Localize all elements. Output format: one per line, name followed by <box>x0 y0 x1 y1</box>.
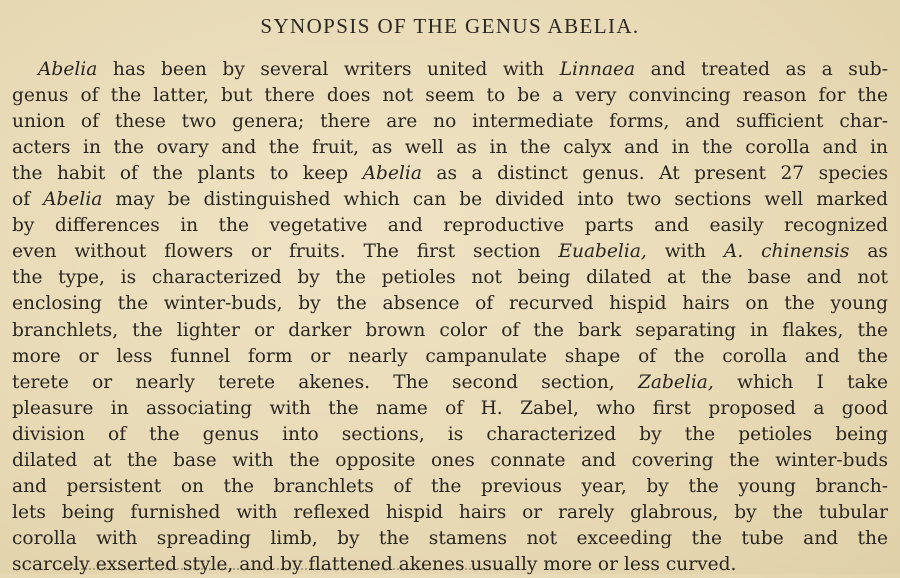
text-line <box>12 291 888 317</box>
text-line <box>12 135 888 161</box>
text-line <box>12 344 888 370</box>
text-run: lets being furnished with reflexed hispid hairs or rarely glabrous, by the tubular <box>12 501 888 523</box>
text-line <box>38 57 888 83</box>
text-line <box>12 474 888 500</box>
text-run: may be distinguished which can be divided into two sections well marked <box>102 189 888 211</box>
text-run: acters in the ovary and the fruit, as well as in the calyx and in the corolla and in <box>12 137 888 159</box>
text-run: pleasure in associating with the name of H. Zabel, who first proposed a good <box>12 397 888 419</box>
text-run: the habit of the plants to keep <box>12 163 363 185</box>
text-run: branchlets, the lighter or darker brown color of the bark separating in flakes, the <box>12 319 888 341</box>
text-line <box>12 396 888 422</box>
text-run: the type, is characterized by the petioles not being dilated at the base and not <box>12 267 888 289</box>
italic-term: A. chinensis <box>723 241 850 263</box>
text-line <box>12 109 888 135</box>
text-line <box>12 265 888 291</box>
next-line-fragment <box>54 568 514 578</box>
italic-term: Linnaea <box>559 59 636 80</box>
text-run: more or less funnel form or nearly campanulate shape of the corolla and the <box>12 345 888 367</box>
text-run: genus of the latter, but there does not seem to be a very convincing reason for the <box>12 85 888 107</box>
text-run: with <box>646 241 724 263</box>
text-run: scarcely exserted style, and by flattened akenes usually more or less curved. <box>12 553 737 575</box>
text-run: division of the genus into sections, is characterized by the petioles being <box>12 423 888 445</box>
italic-term: Zabelia, <box>637 371 714 393</box>
text-run: even without flowers or fruits. The first section <box>12 241 559 263</box>
text-line <box>12 239 888 265</box>
italic-term: Euabelia, <box>558 241 647 263</box>
italic-term: Abelia <box>43 189 103 211</box>
text-run: as <box>849 241 888 263</box>
text-run: corolla with spreading limb, by the stamens not exceeding the tube and the <box>12 527 888 549</box>
text-run: union of these two genera; there are no intermediate forms, and sufficient char- <box>12 111 888 133</box>
text-run: which I take <box>713 371 888 393</box>
text-run: of <box>12 189 44 211</box>
text-run: terete or nearly terete akenes. The second section, <box>12 371 638 393</box>
section-heading: SYNOPSIS OF THE GENUS ABELIA. <box>260 14 640 38</box>
text-line <box>12 370 888 396</box>
italic-term: Abelia <box>38 59 98 80</box>
text-line <box>12 422 888 448</box>
text-run: and treated as a sub- <box>635 59 888 80</box>
text-line <box>12 448 888 474</box>
text-line <box>12 187 888 213</box>
text-line <box>12 83 888 109</box>
text-line <box>12 213 888 239</box>
text-run: dilated at the base with the opposite ones connate and covering the winter-buds <box>12 449 888 471</box>
text-run: by differences in the vegetative and reproductive parts and easily recognized <box>12 215 888 237</box>
italic-term: Abelia <box>362 163 422 185</box>
text-run: and persistent on the branchlets of the previous year, by the young branch- <box>12 475 888 497</box>
text-run: has been by several writers united with <box>97 59 560 80</box>
text-line <box>12 500 888 526</box>
text-run: as a distinct genus. At present 27 species <box>421 163 888 185</box>
text-run: enclosing the winter-buds, by the absence of recurved hispid hairs on the young <box>12 293 888 315</box>
text-line <box>12 318 888 344</box>
text-line <box>12 161 888 187</box>
text-line <box>12 526 888 552</box>
